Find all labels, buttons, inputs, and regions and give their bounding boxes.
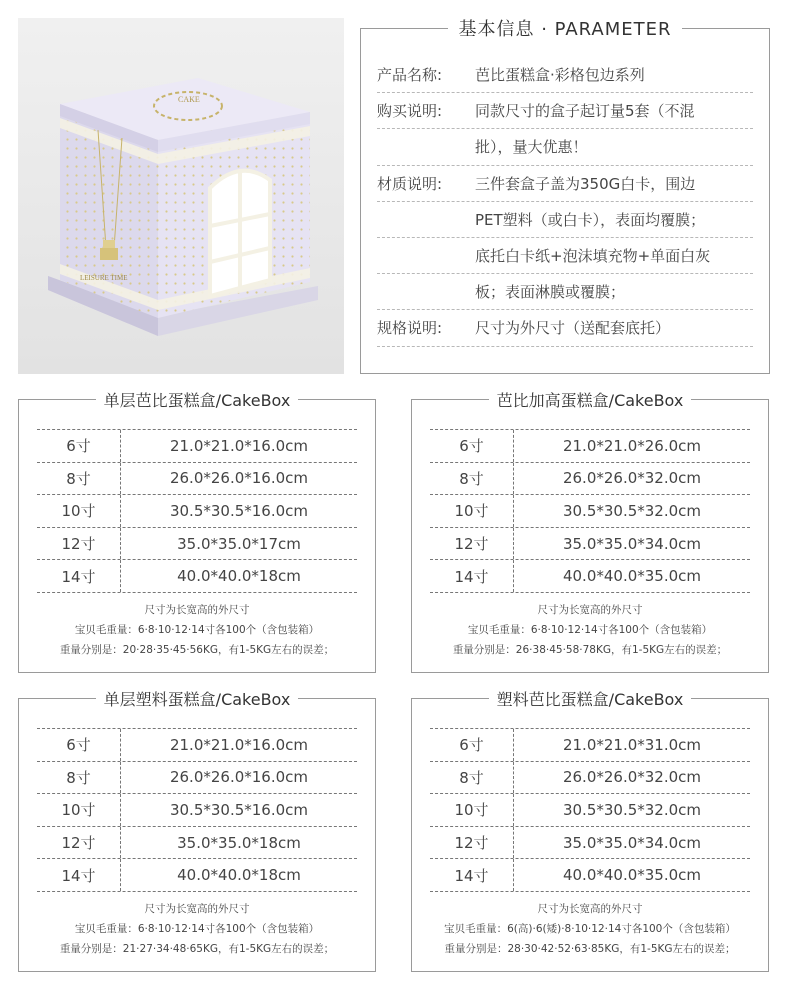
dimension-cell: 21.0*21.0*31.0cm bbox=[562, 735, 702, 754]
table-row bbox=[430, 827, 750, 860]
table-row bbox=[37, 463, 357, 496]
parameter-key: 购买说明: bbox=[377, 102, 443, 121]
parameter-list bbox=[377, 57, 753, 347]
size-notes bbox=[412, 899, 768, 959]
parameter-key: 规格说明: bbox=[377, 319, 443, 338]
size-cell: 10寸 bbox=[430, 495, 514, 527]
parameter-row bbox=[377, 129, 753, 165]
table-row bbox=[37, 495, 357, 528]
size-cell: 8寸 bbox=[430, 762, 514, 794]
size-box-title-text: 塑料芭比蛋糕盒/CakeBox bbox=[489, 690, 692, 709]
dimension-cell: 26.0*26.0*32.0cm bbox=[562, 768, 702, 787]
box-caption-text: LEISURE TIME bbox=[80, 274, 128, 282]
size-box-title bbox=[19, 388, 375, 411]
parameter-title bbox=[361, 15, 769, 41]
table-row bbox=[37, 762, 357, 795]
note-line: 尺寸为长宽高的外尺寸 bbox=[144, 903, 250, 915]
size-cell: 12寸 bbox=[37, 827, 121, 859]
dimension-cell: 40.0*40.0*18cm bbox=[177, 567, 301, 586]
table-row bbox=[37, 560, 357, 593]
note-line: 宝贝毛重量：6·8·10·12·14寸各100个（含包装箱） bbox=[74, 923, 320, 935]
dimension-cell: 30.5*30.5*16.0cm bbox=[169, 501, 309, 520]
parameter-row bbox=[377, 274, 753, 310]
size-box-tall-barbie bbox=[411, 391, 769, 673]
parameter-row bbox=[377, 202, 753, 238]
table-row bbox=[430, 495, 750, 528]
size-notes bbox=[19, 600, 375, 660]
dimension-cell: 30.5*30.5*16.0cm bbox=[169, 800, 309, 819]
parameter-panel bbox=[360, 19, 770, 374]
table-row bbox=[430, 430, 750, 463]
size-cell: 14寸 bbox=[37, 859, 121, 891]
size-cell: 6寸 bbox=[37, 729, 121, 761]
parameter-value: PET塑料（或白卡），表面均覆膜； bbox=[475, 210, 706, 229]
dimension-cell: 26.0*26.0*16.0cm bbox=[169, 469, 309, 488]
parameter-value: 底托白卡纸+泡沫填充物+单面白灰 bbox=[475, 247, 711, 266]
parameter-row bbox=[377, 238, 753, 274]
size-cell: 6寸 bbox=[430, 430, 514, 462]
dimension-cell: 40.0*40.0*35.0cm bbox=[562, 567, 702, 586]
table-row bbox=[37, 430, 357, 463]
table-row bbox=[37, 859, 357, 892]
table-row bbox=[430, 528, 750, 561]
parameter-row bbox=[377, 166, 753, 202]
size-cell: 8寸 bbox=[37, 762, 121, 794]
size-cell: 14寸 bbox=[430, 859, 514, 891]
note-line: 重量分别是：26·38·45·58·78KG，有1-5KG左右的误差； bbox=[452, 644, 728, 656]
dimension-cell: 21.0*21.0*16.0cm bbox=[169, 735, 309, 754]
parameter-key: 材质说明: bbox=[377, 174, 443, 193]
parameter-row bbox=[377, 310, 753, 346]
size-table bbox=[37, 429, 357, 593]
size-box-single-barbie bbox=[18, 391, 376, 673]
size-cell: 12寸 bbox=[430, 827, 514, 859]
size-cell: 8寸 bbox=[37, 463, 121, 495]
size-notes bbox=[19, 899, 375, 959]
parameter-row bbox=[377, 93, 753, 129]
parameter-row bbox=[377, 57, 753, 93]
parameter-value: 尺寸为外尺寸（送配套底托） bbox=[475, 319, 671, 338]
size-cell: 14寸 bbox=[430, 560, 514, 592]
size-table bbox=[430, 429, 750, 593]
size-table bbox=[37, 728, 357, 892]
note-line: 重量分别是：28·30·42·52·63·85KG，有1-5KG左右的误差； bbox=[444, 943, 736, 955]
size-box-title bbox=[412, 388, 768, 411]
note-line: 尺寸为长宽高的外尺寸 bbox=[537, 604, 643, 616]
table-row bbox=[430, 794, 750, 827]
lid-brand-text: CAKE bbox=[178, 95, 200, 104]
parameter-key: 产品名称: bbox=[377, 66, 443, 85]
note-line: 宝贝毛重量：6·8·10·12·14寸各100个（含包装箱） bbox=[467, 624, 713, 636]
size-box-title-text: 单层塑料蛋糕盒/CakeBox bbox=[96, 690, 299, 709]
parameter-value: 芭比蛋糕盒·彩格包边系列 bbox=[475, 66, 645, 85]
size-cell: 8寸 bbox=[430, 463, 514, 495]
table-row bbox=[37, 827, 357, 860]
cake-box-illustration bbox=[18, 18, 344, 374]
table-row bbox=[37, 528, 357, 561]
dimension-cell: 30.5*30.5*32.0cm bbox=[562, 800, 702, 819]
dimension-cell: 35.0*35.0*34.0cm bbox=[562, 833, 702, 852]
dimension-cell: 26.0*26.0*16.0cm bbox=[169, 768, 309, 787]
dimension-cell: 35.0*35.0*34.0cm bbox=[562, 534, 702, 553]
parameter-value: 批），量大优惠！ bbox=[475, 138, 588, 157]
size-cell: 6寸 bbox=[430, 729, 514, 761]
note-line: 尺寸为长宽高的外尺寸 bbox=[144, 604, 250, 616]
size-box-title bbox=[412, 687, 768, 710]
table-row bbox=[430, 463, 750, 496]
table-row bbox=[37, 794, 357, 827]
parameter-value: 同款尺寸的盒子起订量5套（不混 bbox=[475, 102, 695, 121]
size-cell: 12寸 bbox=[37, 528, 121, 560]
dimension-cell: 21.0*21.0*16.0cm bbox=[169, 436, 309, 455]
size-box-title-text: 芭比加高蛋糕盒/CakeBox bbox=[489, 391, 692, 410]
size-table bbox=[430, 728, 750, 892]
note-line: 宝贝毛重量：6(高)·6(矮)·8·10·12·14寸各100个（含包装箱） bbox=[444, 923, 736, 935]
dimension-cell: 35.0*35.0*17cm bbox=[177, 534, 301, 553]
size-cell: 10寸 bbox=[430, 794, 514, 826]
size-cell: 10寸 bbox=[37, 794, 121, 826]
size-cell: 14寸 bbox=[37, 560, 121, 592]
note-line: 重量分别是：20·28·35·45·56KG，有1-5KG左右的误差； bbox=[59, 644, 335, 656]
note-line: 宝贝毛重量：6·8·10·12·14寸各100个（含包装箱） bbox=[74, 624, 320, 636]
table-row bbox=[430, 729, 750, 762]
dimension-cell: 40.0*40.0*18cm bbox=[177, 866, 301, 885]
size-notes bbox=[412, 600, 768, 660]
size-cell: 6寸 bbox=[37, 430, 121, 462]
table-row bbox=[430, 859, 750, 892]
note-line: 重量分别是：21·27·34·48·65KG，有1-5KG左右的误差； bbox=[59, 943, 335, 955]
parameter-value: 板；表面淋膜或覆膜； bbox=[475, 283, 626, 302]
dimension-cell: 40.0*40.0*35.0cm bbox=[562, 866, 702, 885]
dimension-cell: 30.5*30.5*32.0cm bbox=[562, 501, 702, 520]
size-box-single-plastic bbox=[18, 690, 376, 972]
table-row bbox=[37, 729, 357, 762]
product-photo bbox=[18, 18, 344, 374]
dimension-cell: 35.0*35.0*18cm bbox=[177, 833, 301, 852]
size-cell: 12寸 bbox=[430, 528, 514, 560]
note-line: 尺寸为长宽高的外尺寸 bbox=[537, 903, 643, 915]
parameter-value: 三件套盒子盖为350G白卡，围边 bbox=[475, 174, 696, 193]
parameter-title-text: 基本信息 · PARAMETER bbox=[448, 19, 681, 40]
table-row bbox=[430, 762, 750, 795]
table-row bbox=[430, 560, 750, 593]
size-box-title bbox=[19, 687, 375, 710]
size-box-plastic-barbie bbox=[411, 690, 769, 972]
dimension-cell: 21.0*21.0*26.0cm bbox=[562, 436, 702, 455]
size-box-title-text: 单层芭比蛋糕盒/CakeBox bbox=[96, 391, 299, 410]
size-cell: 10寸 bbox=[37, 495, 121, 527]
dimension-cell: 26.0*26.0*32.0cm bbox=[562, 469, 702, 488]
